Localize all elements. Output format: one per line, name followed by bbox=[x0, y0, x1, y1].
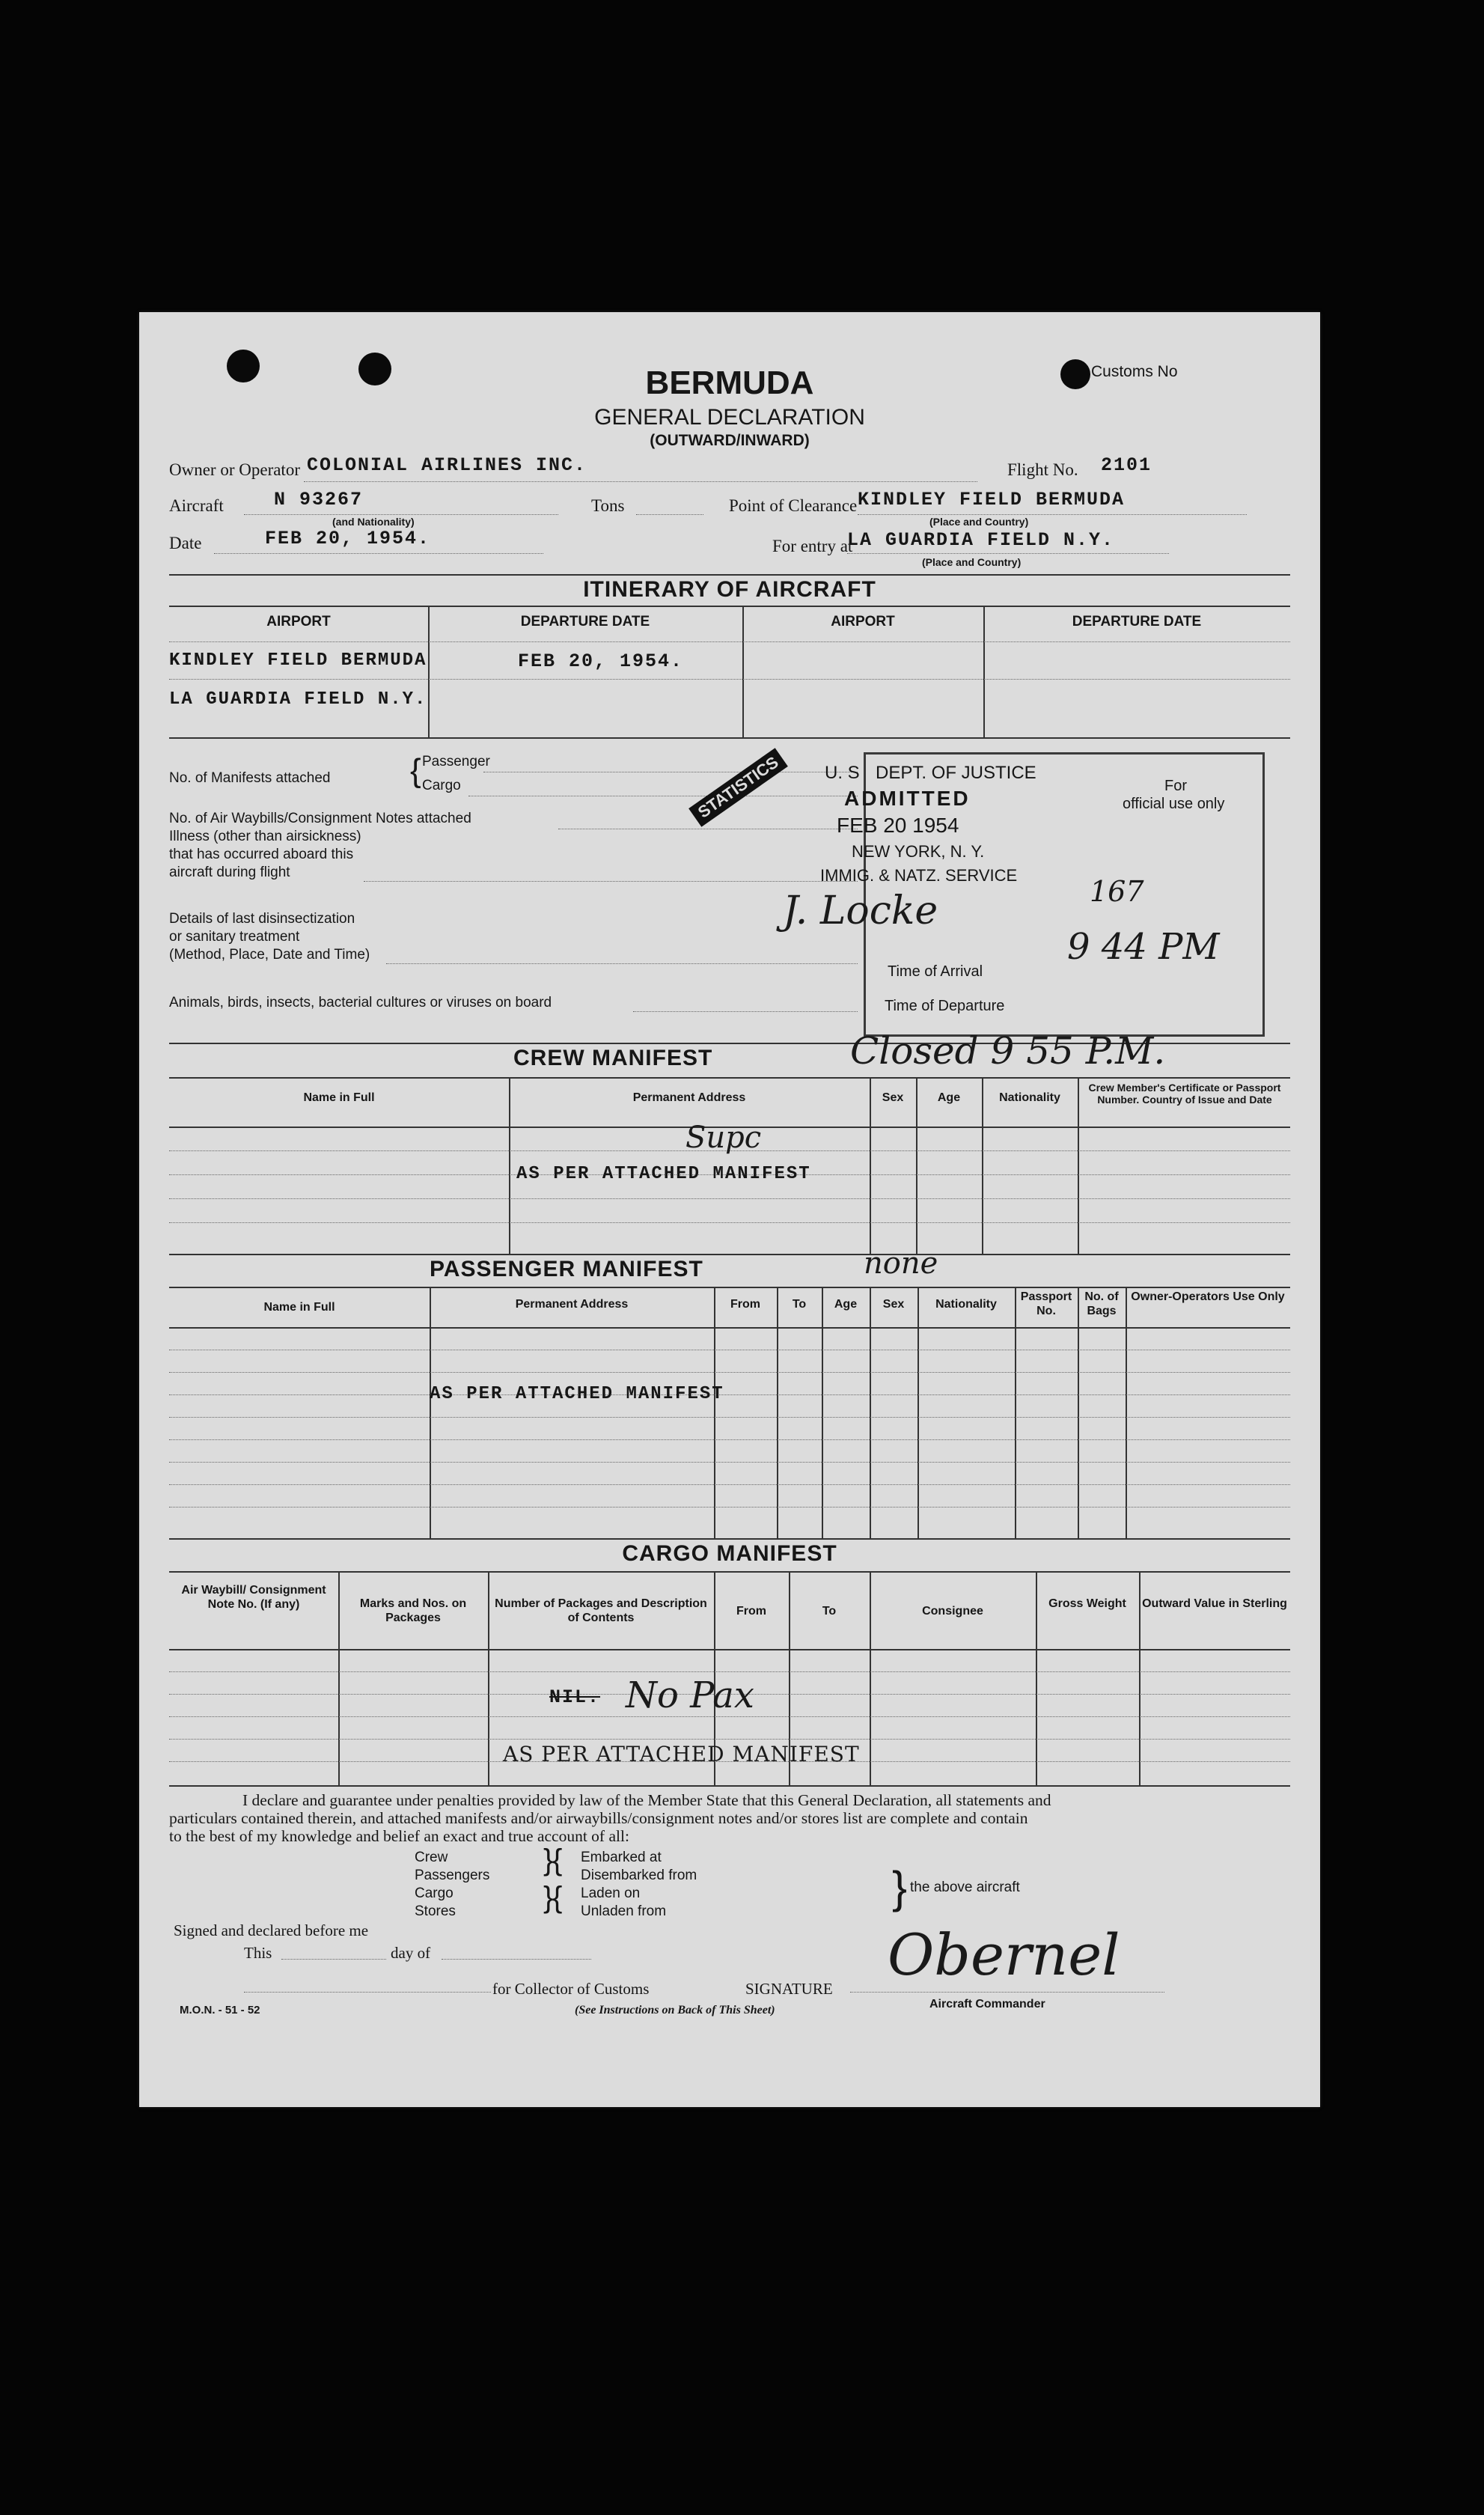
itinerary-airport: KINDLEY FIELD BERMUDA bbox=[169, 650, 427, 671]
handwritten-cargo-manifest: AS PER ATTACHED MANIFEST bbox=[503, 1742, 860, 1766]
col-from: From bbox=[736, 1605, 766, 1618]
declaration-crew: Crew bbox=[415, 1850, 448, 1865]
col-weight: Gross Weight bbox=[1048, 1597, 1126, 1610]
col-departure-date: DEPARTURE DATE bbox=[520, 614, 650, 629]
declaration-above-aircraft: the above aircraft bbox=[910, 1880, 1020, 1895]
disinsect-label: (Method, Place, Date and Time) bbox=[169, 947, 370, 963]
cargo-struck-text: NIL. bbox=[549, 1686, 601, 1708]
col-address: Permanent Address bbox=[515, 1298, 629, 1311]
col-value: Outward Value in Sterling bbox=[1142, 1597, 1287, 1610]
commander-signature: Obernel bbox=[888, 1921, 1120, 1988]
owner-value: COLONIAL AIRLINES INC. bbox=[307, 454, 587, 476]
brace: } bbox=[543, 1881, 554, 1914]
brace: { bbox=[552, 1844, 563, 1877]
stamp-service: IMMIG. & NATZ. SERVICE bbox=[820, 866, 1018, 885]
handwritten-number: 167 bbox=[1090, 875, 1144, 908]
declaration-text: to the best of my knowledge and belief an exact and true account of all: bbox=[169, 1827, 629, 1845]
signed-before-label: Signed and declared before me bbox=[174, 1921, 369, 1939]
manifests-label: No. of Manifests attached bbox=[169, 770, 331, 786]
col-packages: Number of Packages and Description of Contents bbox=[495, 1597, 707, 1624]
passenger-label: Passenger bbox=[422, 754, 490, 769]
commander-label: Aircraft Commander bbox=[929, 1998, 1045, 2011]
brace: { bbox=[552, 1881, 563, 1914]
declaration-passengers: Passengers bbox=[415, 1868, 490, 1883]
col-nationality: Nationality bbox=[999, 1091, 1060, 1104]
col-waybill: Air Waybill/ Consignment Note No. (If any) bbox=[181, 1584, 326, 1611]
col-sex: Sex bbox=[882, 1298, 905, 1311]
nationality-note: (and Nationality) bbox=[332, 516, 415, 528]
customs-no-label: Customs No bbox=[1091, 363, 1178, 380]
declaration-unladen: Unladen from bbox=[581, 1903, 667, 1919]
brace: } bbox=[892, 1862, 908, 1912]
col-departure-date: DEPARTURE DATE bbox=[1072, 614, 1202, 629]
aircraft-label: Aircraft bbox=[169, 496, 224, 515]
stamp-city: NEW YORK, N. Y. bbox=[852, 842, 985, 861]
inspector-signature: J. Locke bbox=[783, 888, 938, 933]
date-value: FEB 20, 1954. bbox=[265, 528, 431, 549]
clearance-label: Point of Clearance bbox=[729, 496, 858, 515]
place-country-note: (Place and Country) bbox=[922, 556, 1022, 568]
col-age: Age bbox=[834, 1298, 858, 1311]
tons-label: Tons bbox=[591, 496, 625, 515]
form-direction: (OUTWARD/INWARD) bbox=[650, 432, 810, 449]
itinerary-date: FEB 20, 1954. bbox=[518, 650, 684, 672]
col-airport: AIRPORT bbox=[831, 614, 895, 629]
col-name: Name in Full bbox=[263, 1301, 335, 1314]
cargo-manifest-heading: CARGO MANIFEST bbox=[622, 1541, 837, 1566]
animals-label: Animals, birds, insects, bacterial cultures or viruses on board bbox=[169, 995, 552, 1010]
crew-note: AS PER ATTACHED MANIFEST bbox=[516, 1164, 811, 1184]
flight-label: Flight No. bbox=[1007, 460, 1078, 479]
stamp-admitted: ADMITTED bbox=[844, 787, 971, 810]
disinsect-label: or sanitary treatment bbox=[169, 929, 300, 945]
col-address: Permanent Address bbox=[632, 1091, 746, 1104]
illness-label: that has occurred aboard this bbox=[169, 847, 354, 862]
signature-label: SIGNATURE bbox=[745, 1980, 833, 1998]
this-label: This bbox=[244, 1944, 272, 1962]
declaration-embarked: Embarked at bbox=[581, 1850, 662, 1865]
itinerary-heading: ITINERARY OF AIRCRAFT bbox=[583, 577, 876, 602]
passenger-manifest-heading: PASSENGER MANIFEST bbox=[430, 1257, 703, 1281]
declaration-stores: Stores bbox=[415, 1903, 456, 1919]
official-use-label: official use only bbox=[1123, 796, 1225, 812]
time-arrival-label: Time of Arrival bbox=[888, 963, 983, 980]
crew-manifest-heading: CREW MANIFEST bbox=[513, 1046, 713, 1070]
time-departure-label: Time of Departure bbox=[885, 998, 1005, 1014]
waybills-label: No. of Air Waybills/Consignment Notes attached bbox=[169, 811, 471, 826]
col-passport: Passport No. bbox=[1020, 1290, 1072, 1317]
flight-value: 2101 bbox=[1101, 454, 1152, 476]
day-of-label: day of bbox=[391, 1944, 431, 1962]
col-airport: AIRPORT bbox=[266, 614, 331, 629]
place-country-note: (Place and Country) bbox=[929, 516, 1029, 528]
declaration-text: particulars contained therein, and attached manifests and/or airwaybills/consignment notes and/or stores list are complete and contain bbox=[169, 1809, 1028, 1827]
col-sex: Sex bbox=[882, 1091, 904, 1104]
brace: { bbox=[410, 752, 421, 789]
itinerary-airport: LA GUARDIA FIELD N.Y. bbox=[169, 689, 427, 710]
col-nationality: Nationality bbox=[935, 1298, 997, 1311]
declaration-form bbox=[139, 312, 1320, 2107]
passenger-note: AS PER ATTACHED MANIFEST bbox=[430, 1384, 724, 1404]
owner-label: Owner or Operator bbox=[169, 460, 300, 479]
handwritten-crew-initials: Supc bbox=[685, 1121, 762, 1155]
brace: } bbox=[543, 1844, 554, 1877]
stamp-dept: DEPT. OF JUSTICE bbox=[876, 763, 1036, 783]
col-to: To bbox=[822, 1605, 837, 1618]
declaration-text: I declare and guarantee under penalties provided by law of the Member State that this General Declaration, all statements and bbox=[242, 1791, 1051, 1809]
handwritten-no-pax: No Pax bbox=[626, 1674, 754, 1716]
entry-label: For entry at bbox=[772, 537, 853, 555]
entry-value: LA GUARDIA FIELD N.Y. bbox=[847, 529, 1115, 551]
illness-label: aircraft during flight bbox=[169, 865, 290, 880]
cargo-label: Cargo bbox=[422, 778, 461, 793]
declaration-disembarked: Disembarked from bbox=[581, 1868, 697, 1883]
form-number: M.O.N. - 51 - 52 bbox=[180, 2004, 260, 2016]
handwritten-passenger-none: none bbox=[864, 1246, 938, 1281]
handwritten-closed: Closed 9 55 P.M. bbox=[850, 1029, 1166, 1073]
instructions-note: (See Instructions on Back of This Sheet) bbox=[575, 2004, 775, 2016]
official-use-label: For bbox=[1164, 778, 1187, 794]
stamp-us: U. S bbox=[825, 763, 860, 783]
stamp-date: FEB 20 1954 bbox=[837, 814, 959, 837]
aircraft-value: N 93267 bbox=[274, 489, 364, 510]
collector-label: for Collector of Customs bbox=[492, 1980, 650, 1998]
col-from: From bbox=[730, 1298, 760, 1311]
illness-label: Illness (other than airsickness) bbox=[169, 829, 361, 844]
col-name: Name in Full bbox=[303, 1091, 375, 1104]
col-age: Age bbox=[937, 1091, 961, 1104]
col-consignee: Consignee bbox=[922, 1605, 983, 1618]
form-title: BERMUDA bbox=[645, 365, 814, 401]
handwritten-arrival-time: 9 44 PM bbox=[1067, 926, 1220, 968]
disinsect-label: Details of last disinsectization bbox=[169, 911, 355, 927]
form-subtitle: GENERAL DECLARATION bbox=[594, 405, 865, 430]
statistics-stamp: STATISTICS bbox=[688, 748, 788, 826]
declaration-cargo: Cargo bbox=[415, 1886, 454, 1901]
col-owner-use: Owner-Operators Use Only bbox=[1131, 1290, 1285, 1303]
declaration-laden: Laden on bbox=[581, 1886, 641, 1901]
date-label: Date bbox=[169, 534, 202, 552]
col-marks: Marks and Nos. on Packages bbox=[359, 1597, 467, 1624]
clearance-value: KINDLEY FIELD BERMUDA bbox=[858, 489, 1126, 510]
col-certificate: Crew Member's Certificate or Passport Number. Country of Issue and Date bbox=[1088, 1082, 1281, 1106]
col-bags: No. of Bags bbox=[1084, 1290, 1119, 1317]
col-to: To bbox=[792, 1298, 807, 1311]
